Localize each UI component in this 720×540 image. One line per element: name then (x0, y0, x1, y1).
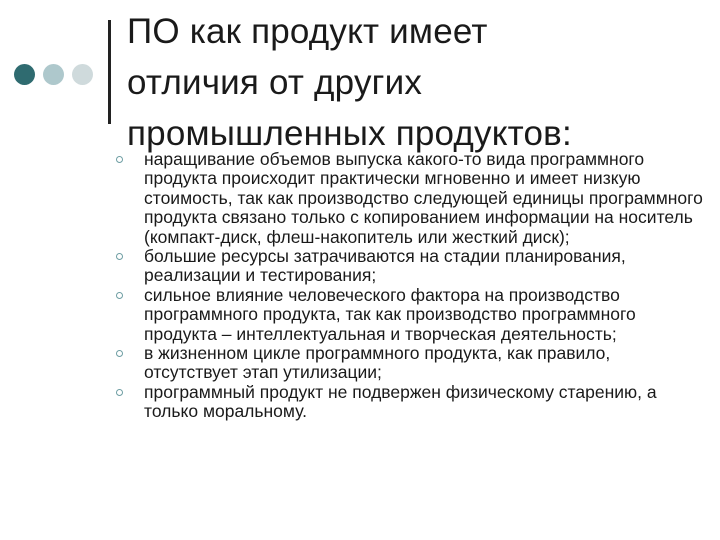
bullet-text: в жизненном цикле программного продукта, как правило, отсутствует этап утилизации; (144, 343, 611, 383)
title-divider (108, 20, 111, 124)
title-line-3: промышленных продуктов: (127, 114, 572, 153)
bullet-text: программный продукт не подвержен физическому старению, а только моральному. (144, 381, 657, 422)
bullet-ring-icon (116, 156, 123, 163)
bullet-text: наращивание объемов выпуска какого-то вида программного продукта происходит практически мгновенно и имеет низкую стоимость, так как производство следующей единицы программного продукта связано только с копированием информации на носитель (компакт-диск, флеш-накопитель или жесткий диск); (144, 149, 703, 247)
light-dot-icon (72, 64, 93, 85)
bullet-ring-icon (116, 350, 123, 357)
slide-title (127, 6, 687, 159)
medium-dot-icon (43, 64, 64, 85)
title-line-1: ПО как продукт имеет (127, 12, 488, 51)
decorative-dots (14, 64, 94, 86)
list-item (116, 247, 706, 286)
dark-dot-icon (14, 64, 35, 85)
bullet-text: большие ресурсы затрачиваются на стадии планирования, реализации и тестирования; (144, 246, 626, 286)
bullet-ring-icon (116, 253, 123, 260)
bullet-list (116, 150, 706, 422)
list-item (116, 150, 706, 247)
list-item (116, 383, 706, 422)
bullet-text: сильное влияние человеческого фактора на производство программного продукта, так как производство программного продукта – интеллектуальная и творческая деятельность; (144, 284, 636, 344)
bullet-ring-icon (116, 292, 123, 299)
list-item (116, 286, 706, 344)
title-line-2: отличия от других (127, 63, 423, 102)
list-item (116, 344, 706, 383)
bullet-ring-icon (116, 389, 123, 396)
